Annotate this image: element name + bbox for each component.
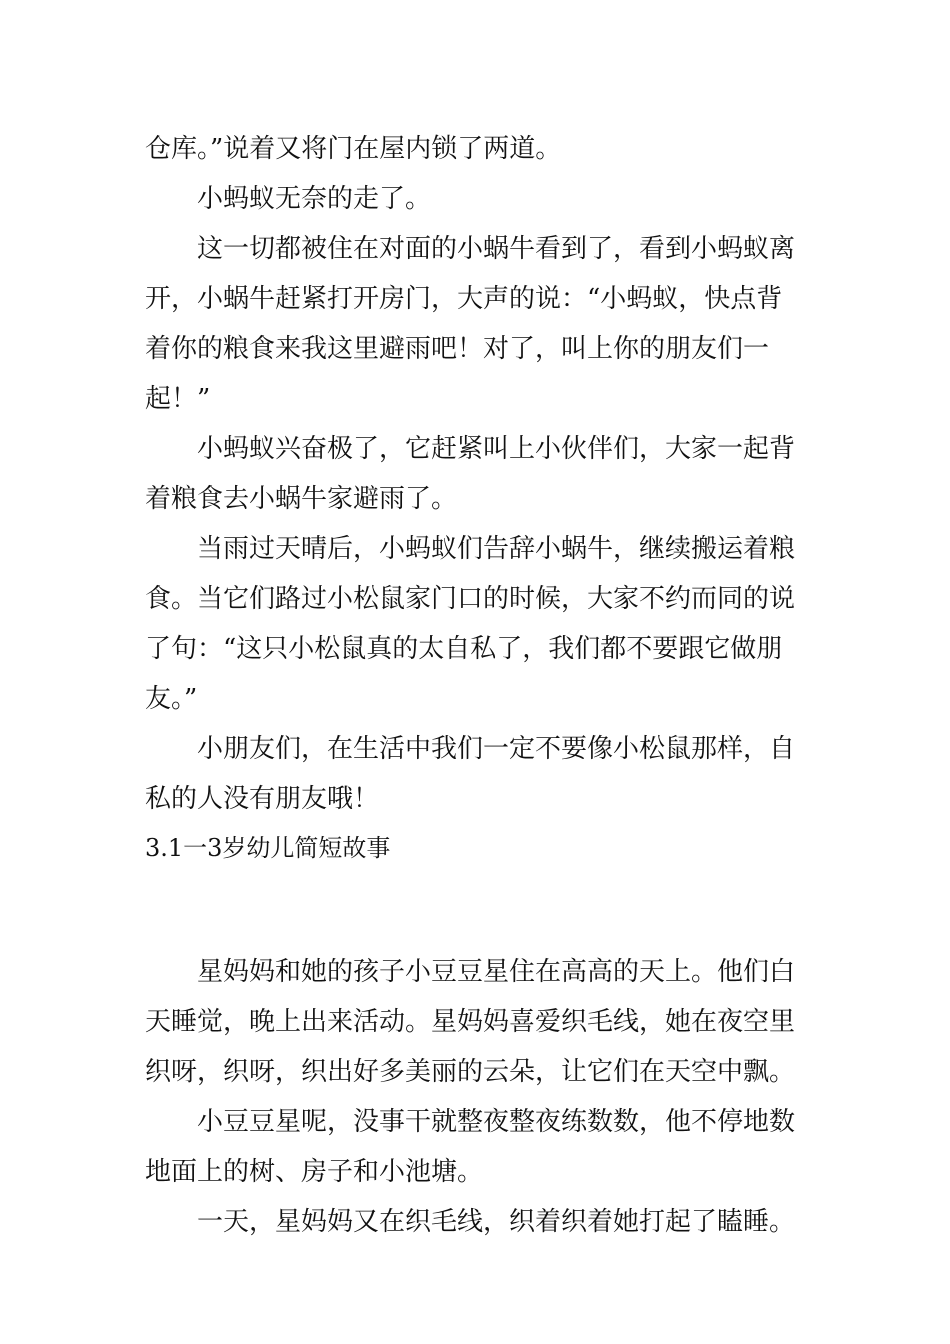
paragraph (145, 947, 810, 1097)
paragraph (145, 1097, 810, 1197)
text-line: 星妈妈和她的孩子小豆豆星住在高高的天上。他们白 (197, 957, 796, 987)
paragraph (145, 124, 810, 174)
text-line: 着粮食去小蜗牛家避雨了。 (145, 484, 458, 514)
text-column (145, 124, 810, 1247)
text-line: 友。” (145, 684, 198, 714)
text-line: 小朋友们，在生活中我们一定不要像小松鼠那样，自 (197, 734, 796, 764)
paragraph (145, 524, 810, 724)
text-line: 这一切都被住在对面的小蜗牛看到了，看到小蚂蚁离 (197, 234, 796, 264)
text-line: 食。当它们路过小松鼠家门口的时候，大家不约而同的说 (145, 584, 796, 614)
text-line: 仓库。”说着又将门在屋内锁了两道。 (145, 134, 562, 164)
paragraph (145, 724, 810, 824)
paragraph (145, 1197, 810, 1247)
text-line: 小豆豆星呢，没事干就整夜整夜练数数，他不停地数 (197, 1107, 796, 1137)
text-line: 起！” (145, 384, 211, 414)
text-line: 织呀，织呀，织出好多美丽的云朵，让它们在天空中飘。 (145, 1057, 796, 1087)
text-line: 私的人没有朋友哦！ (145, 784, 380, 814)
text-line: 开，小蜗牛赶紧打开房门，大声的说：“小蚂蚁，快点背 (145, 284, 783, 314)
paragraph (145, 224, 810, 424)
paragraph (145, 424, 810, 524)
text-line: 小蚂蚁兴奋极了，它赶紧叫上小伙伴们，大家一起背 (197, 434, 796, 464)
section-heading: 3.1一3岁幼儿简短故事 (145, 834, 391, 862)
text-line: 小蚂蚁无奈的走了。 (197, 184, 432, 214)
text-line: 当雨过天晴后，小蚂蚁们告辞小蜗牛，继续搬运着粮 (197, 534, 796, 564)
spacer (145, 872, 810, 947)
text-line: 着你的粮食来我这里避雨吧！对了，叫上你的朋友们一 (145, 334, 770, 364)
paragraph (145, 174, 810, 224)
text-line: 了句：“这只小松鼠真的太自私了，我们都不要跟它做朋 (145, 634, 783, 664)
text-line: 一天，星妈妈又在织毛线，织着织着她打起了瞌睡。 (197, 1207, 796, 1237)
text-line: 天睡觉，晚上出来活动。星妈妈喜爱织毛线，她在夜空里 (145, 1007, 796, 1037)
text-line: 地面上的树、房子和小池塘。 (145, 1157, 484, 1187)
